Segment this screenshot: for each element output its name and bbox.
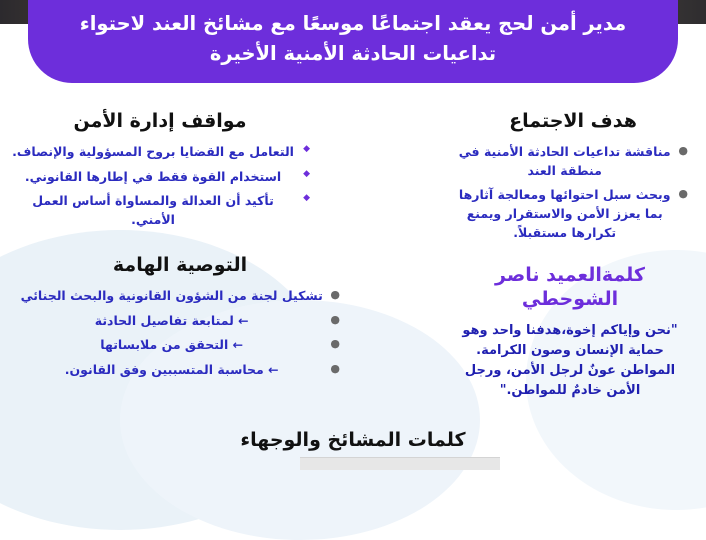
speech-quote: "نحن وإياكم إخوة،هدفنا واحد وهو حماية الإنسان وصون الكرامة. المواطن عونٌ لرجل الأمن، ورجل الأمن خادمٌ للمواطن." xyxy=(462,322,678,398)
diamond-bullet-icon: ◆ xyxy=(303,143,310,154)
list-item xyxy=(458,143,688,181)
bullet-dot-icon: ● xyxy=(330,362,340,375)
list-item xyxy=(20,361,340,380)
section-sheikhs xyxy=(0,429,706,462)
section-security-stance xyxy=(10,110,310,236)
list-item xyxy=(10,192,310,230)
section-title-sheikhs: كلمات المشائخ والوجهاء xyxy=(240,429,466,451)
list-item-text: استخدام القوة فقط في إطارها القانوني. xyxy=(24,168,282,184)
list-item-text: ← لمتابعة تفاصيل الحادثة xyxy=(94,312,249,328)
list-item xyxy=(20,287,340,306)
list-item xyxy=(10,143,310,162)
bullet-dot-icon: ● xyxy=(330,287,340,301)
security-stance-list xyxy=(10,143,310,230)
list-item-text: التعامل مع القضايا بروح المسؤولية والإنصاف. xyxy=(12,143,294,159)
header-banner xyxy=(28,0,678,83)
bullet-dot-icon: ● xyxy=(678,143,688,157)
section-title-recommendation: التوصية الهامة xyxy=(112,254,248,276)
bullet-dot-icon: ● xyxy=(330,312,340,326)
list-item-text: مناقشة تداعيات الحادثة الأمنية في منطقة العند xyxy=(458,143,671,178)
meeting-goal-list xyxy=(458,143,688,243)
list-item xyxy=(20,336,340,355)
list-item-text: ← التحقق من ملابساتها xyxy=(100,337,244,353)
section-title-security-stance: مواقف إدارة الأمن xyxy=(73,110,247,132)
section-meeting-goal xyxy=(458,110,688,249)
list-item-text: تشكيل لجنة من الشؤون القانونية والبحث الجنائي xyxy=(20,287,323,303)
list-item xyxy=(458,186,688,242)
section-title-speech: كلمةالعميد ناصر الشوحطي xyxy=(495,264,645,310)
section-recommendation xyxy=(20,254,340,386)
page-title: مدير أمن لحج يعقد اجتماعًا موسعًا مع مشائخ العند لاحتواء تداعيات الحادثة الأمنية الأخيرة xyxy=(79,12,627,66)
diamond-bullet-icon: ◆ xyxy=(303,168,310,179)
content-area xyxy=(0,104,706,470)
section-title-meeting-goal: هدف الاجتماع xyxy=(509,110,637,132)
bullet-dot-icon: ● xyxy=(330,337,340,351)
section-speech xyxy=(456,264,684,401)
list-item-text: وبحث سبل احتوائها ومعالجة آثارها بما يعزز الأمن والاستقرار ويمنع تكرارها مستقبلاً. xyxy=(458,187,671,240)
list-item xyxy=(20,312,340,331)
list-item xyxy=(10,168,310,187)
diamond-bullet-icon: ◆ xyxy=(303,193,310,204)
list-item-text: تأكيد أن العدالة والمساواة أساس العمل الأمني. xyxy=(32,193,274,227)
bullet-dot-icon: ● xyxy=(678,187,688,201)
recommendation-list xyxy=(20,287,340,380)
list-item-text: ← محاسبة المتسببين وفق القانون. xyxy=(64,362,279,377)
